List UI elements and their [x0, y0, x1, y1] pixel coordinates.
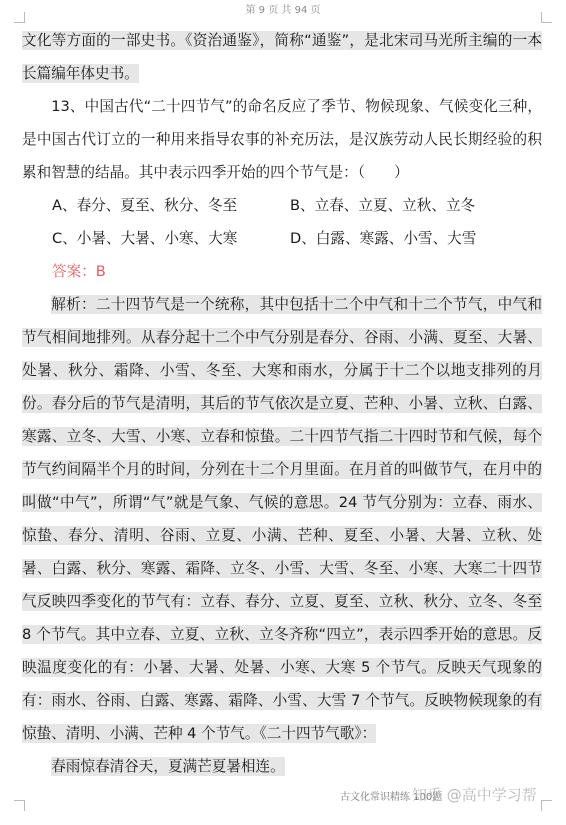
options-row: [22, 189, 542, 222]
footer-doc-title: 古文化常识精练 100题: [340, 792, 443, 803]
page-header: [0, 0, 566, 22]
poem-paragraph: [22, 750, 542, 783]
answer-options: [22, 189, 542, 255]
poem-line: 春雨惊春清谷天，夏满芒夏暑相连。: [51, 758, 285, 775]
option-c: C、小暑、大暑、小寒、大寒: [52, 230, 238, 247]
margin-corner-mark: [541, 800, 552, 811]
margin-corner-mark: [541, 12, 552, 23]
margin-corner-mark: [14, 12, 25, 23]
margin-corner-mark: [14, 800, 25, 811]
document-body: [22, 24, 542, 783]
continuation-paragraph: [22, 24, 542, 90]
watermark: 知乎 @高中学习帮: [412, 786, 537, 804]
page-indicator: 第 9 页 共 94 页: [245, 5, 321, 16]
analysis-text: 解析：二十四节气是一个统称，其中包括十二个中气和十二个节气，中气和节气相间地排列。从春分起十二个中气分别是春分、谷雨、小满、夏至、大暑、处暑、秋分、霜降、小雪、冬至、大寒和雨水，分属于十二个以地支排列的月份。春分后的节气是清明，其后的节气依次是立夏、芒种、小暑、立秋、白露、寒露、立冬、大雪、小寒、立春和惊蛰。二十四节气指二十四时节和气候，每个节气约间隔半个月的时间，分列在十二个月里面。在月首的叫做节气，在月中的叫做“中气”，所谓“气”就是气象、气候的意思。24 节气分别为：立春、雨水、惊蛰、春分、清明、谷雨、立夏、小满、芒种、夏至、小暑、大暑、立秋、处暑、白露、秋分、寒露、霜降、立冬、小雪、大雪、冬至、小寒、大寒二十四节气反映四季变化的节气有：立春、春分、立夏、夏至、立秋、秋分、立冬、冬至 8 个节气。其中立春、立夏、立秋、立冬齐称“四立”，表示四季开始的意思。反映温度变化的有：小暑、大暑、处暑、小寒、大寒 5 个节气。反映天气现象的有：雨水、谷雨、白露、寒露、霜降、小雪、大雪 7 个节气。反映物候现象的有惊蛰、清明、小满、芒种 4 个节气。《二十四节气歌》：: [22, 296, 542, 742]
answer-line: 答案：B: [52, 263, 106, 280]
option-a: A、春分、夏至、秋分、冬至: [52, 197, 238, 214]
option-d: D、白露、寒露、小雪、大雪: [290, 230, 477, 247]
question-text: 13、中国古代“二十四节气”的命名反应了季节、物候现象、气候变化三种，是中国古代订立的一种用来指导农事的补充历法，是汉族劳动人民长期经验的积累和智慧的结晶。其中表示四季开始的四个节气是：（ ）: [22, 98, 542, 181]
continuation-text: 文化等方面的一部史书。《资治通鉴》，简称“通鉴”，是北宋司马光所主编的一本长篇编年体史书。: [22, 32, 542, 82]
question-paragraph: [22, 90, 542, 189]
options-row: [22, 222, 542, 255]
analysis-paragraph: [22, 288, 542, 750]
option-b: B、立春、立夏、立秋、立冬: [290, 197, 476, 214]
